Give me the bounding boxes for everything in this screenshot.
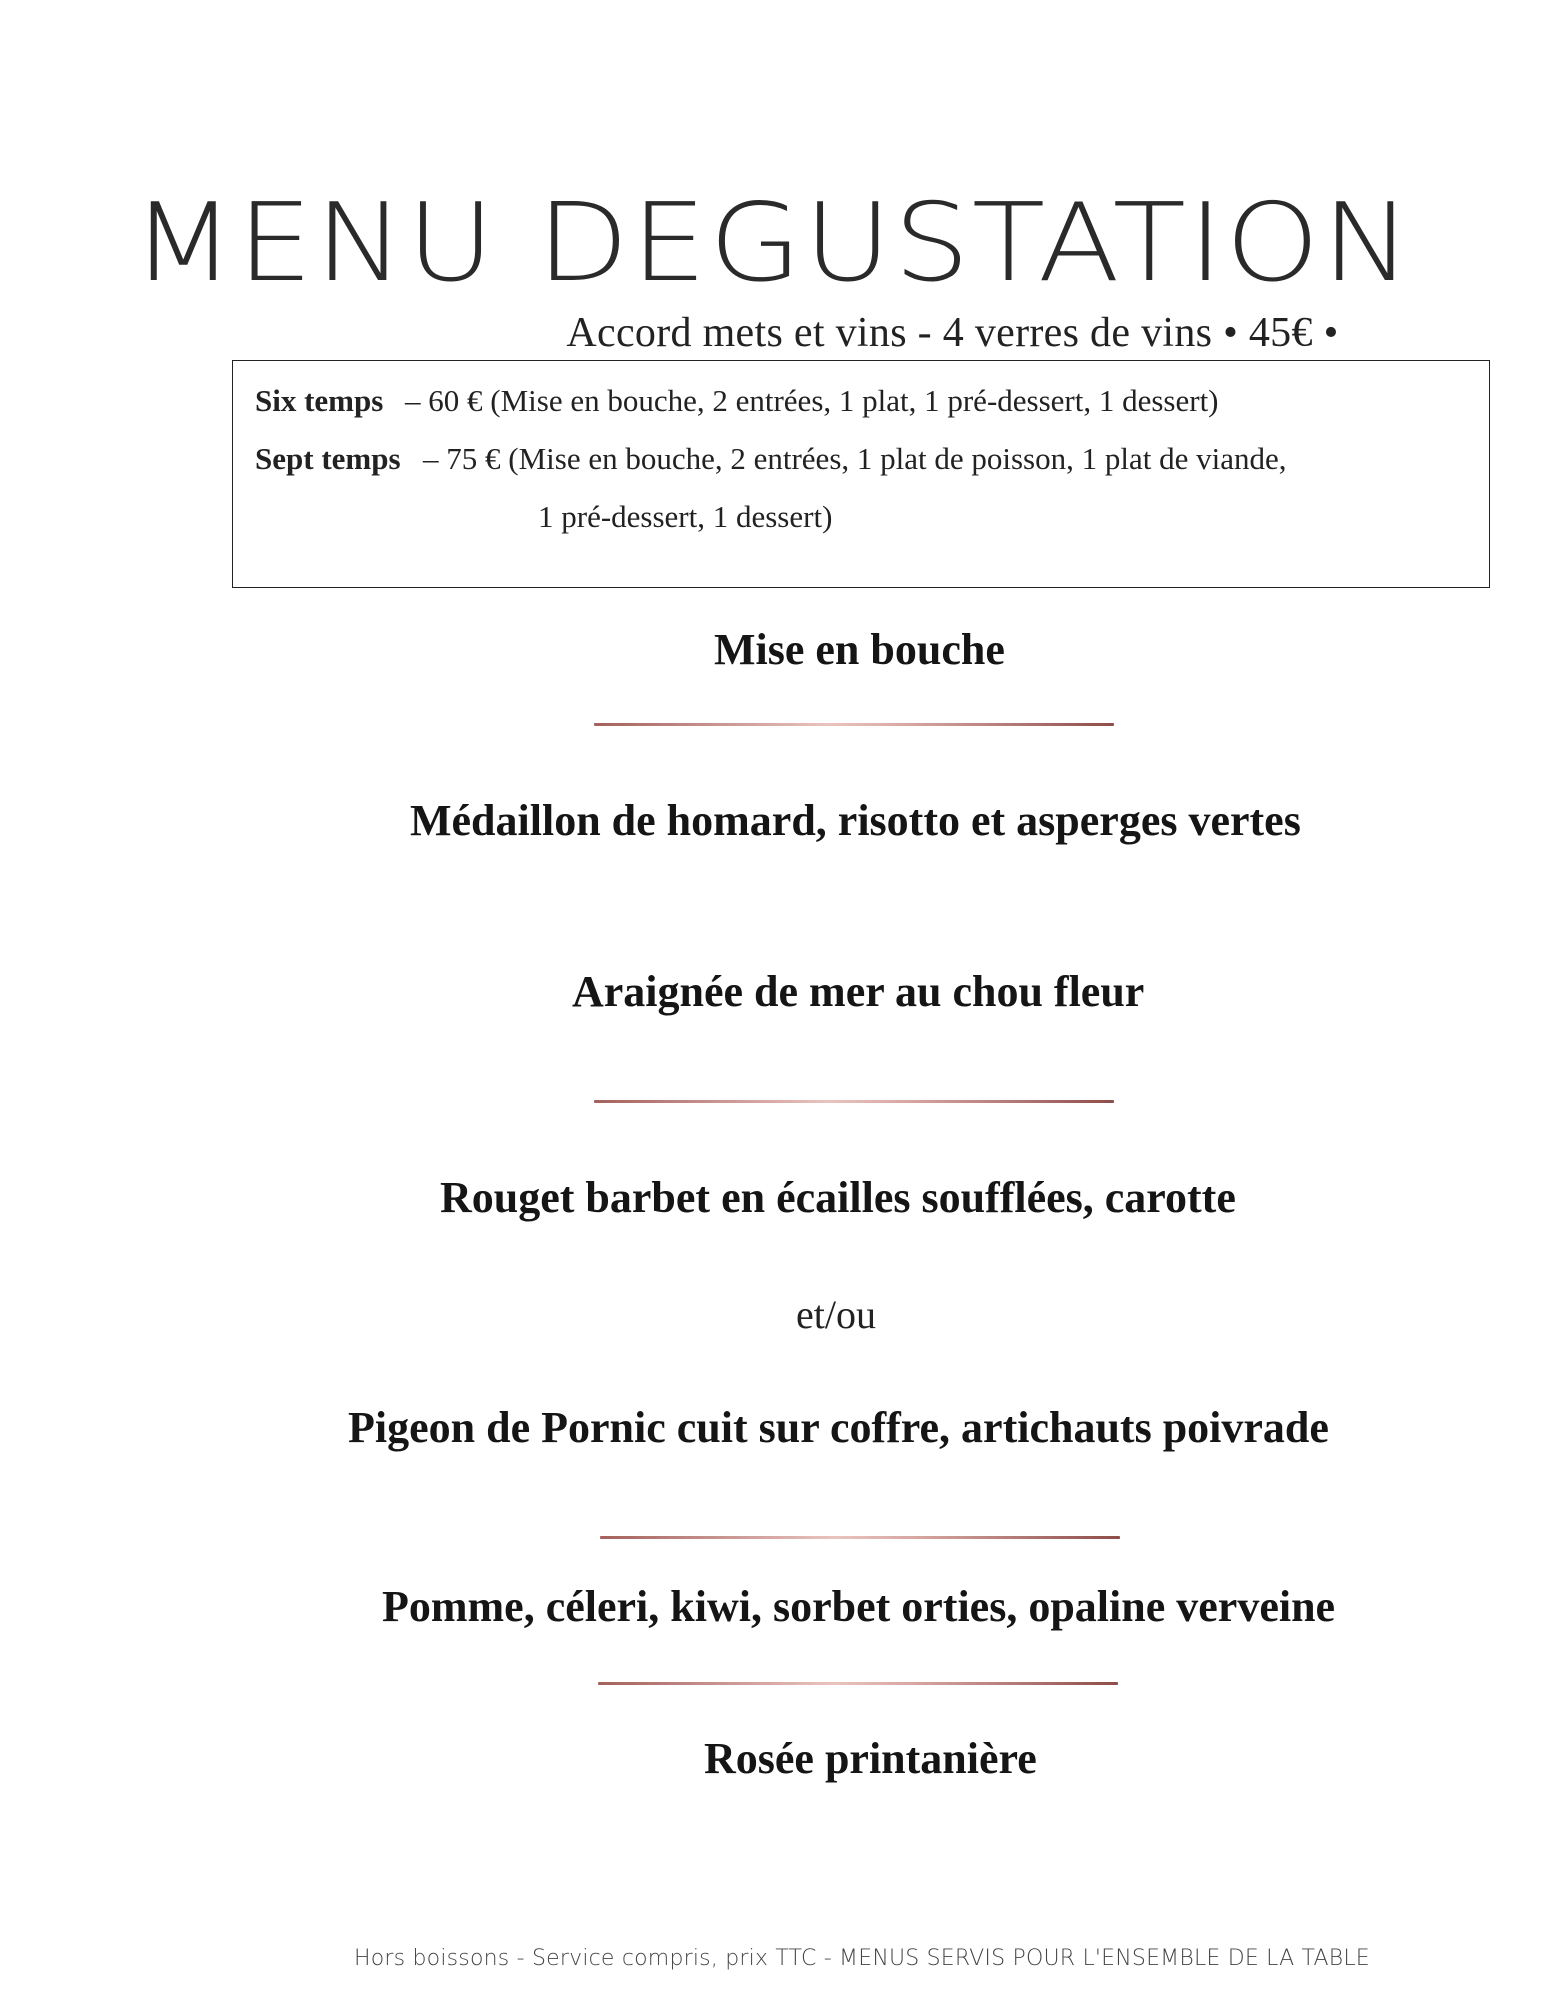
- course-plat-viande: Pigeon de Pornic cuit sur coffre, artichauts poivrade: [348, 1403, 1329, 1452]
- separator: [600, 1536, 1120, 1539]
- formula-price: – 60 €: [405, 383, 483, 418]
- course-mise-en-bouche: Mise en bouche: [714, 625, 1005, 674]
- course-dessert: Rosée printanière: [704, 1734, 1037, 1783]
- footer-note: Hors boissons - Service compris, prix TTC - MENUS SERVIS POUR L'ENSEMBLE DE LA TABLE: [354, 1946, 1370, 1971]
- menu-title: MENU DEGUSTATION: [131, 181, 1414, 307]
- formula-name: Six temps: [255, 383, 384, 418]
- formula-sept-temps: [255, 441, 1287, 477]
- separator: [594, 723, 1114, 726]
- course-plat-poisson: Rouget barbet en écailles soufflées, carotte: [440, 1173, 1236, 1222]
- formula-name: Sept temps: [255, 441, 401, 476]
- course-entree-2: Araignée de mer au chou fleur: [572, 967, 1145, 1016]
- formula-details: (Mise en bouche, 2 entrées, 1 plat de poisson, 1 plat de viande,: [508, 441, 1287, 476]
- wine-pairing-subtitle: Accord mets et vins - 4 verres de vins • 45€ •: [566, 310, 1339, 356]
- formula-six-temps: [255, 383, 1219, 419]
- course-entree-1: Médaillon de homard, risotto et asperges vertes: [410, 796, 1301, 845]
- formulas-box: [232, 360, 1490, 588]
- separator: [594, 1100, 1114, 1103]
- formula-price: – 75 €: [423, 441, 501, 476]
- course-pre-dessert: Pomme, céleri, kiwi, sorbet orties, opaline verveine: [382, 1582, 1336, 1631]
- course-connector: et/ou: [796, 1292, 876, 1337]
- formula-details: (Mise en bouche, 2 entrées, 1 plat, 1 pré-dessert, 1 dessert): [490, 383, 1219, 418]
- separator: [598, 1682, 1118, 1685]
- formula-details-continued: 1 pré-dessert, 1 dessert): [538, 499, 833, 534]
